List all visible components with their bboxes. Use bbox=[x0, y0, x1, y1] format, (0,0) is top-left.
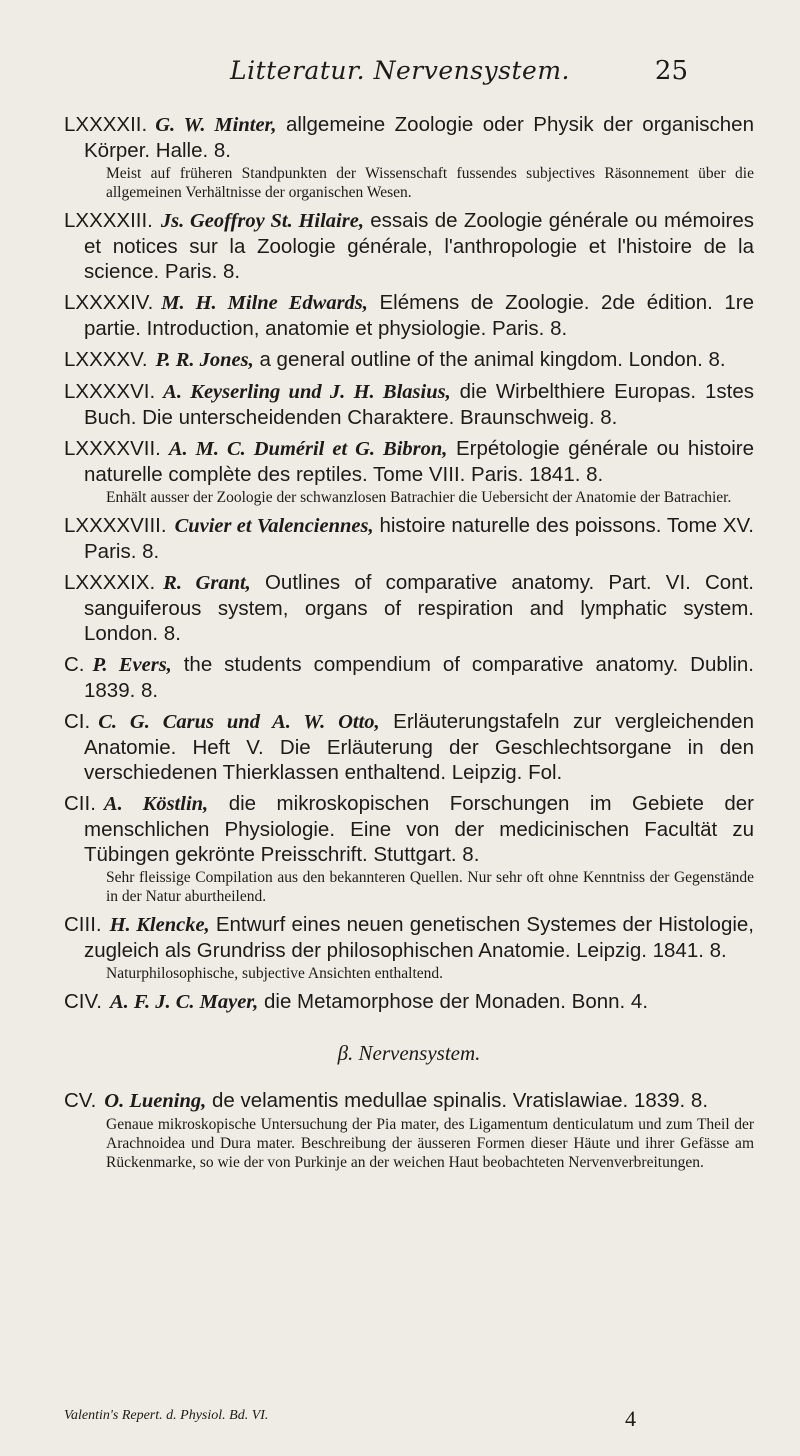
bibliography-entry bbox=[64, 347, 754, 373]
entry-author: H. Klencke, bbox=[109, 914, 210, 936]
entry-title: histoire naturelle des poissons. Tome XV. Paris. 8. bbox=[84, 514, 755, 563]
entry-author: A. Köstlin, bbox=[103, 793, 209, 815]
entry-number: LXXXXIV. bbox=[64, 291, 154, 314]
entry-number: LXXXXVIII. bbox=[64, 514, 167, 537]
entry-citation bbox=[64, 379, 754, 430]
bibliography-entry bbox=[64, 290, 754, 341]
entry-citation bbox=[64, 709, 754, 785]
section-heading: β. Nervensystem. bbox=[337, 1041, 481, 1065]
entry-number: LXXXXII. bbox=[64, 113, 148, 136]
entry-author: Js. Geoffroy St. Hilaire, bbox=[160, 210, 364, 232]
bibliography-entry bbox=[64, 112, 754, 202]
entry-citation bbox=[64, 436, 754, 487]
footer bbox=[64, 1406, 754, 1431]
entry-title: Entwurf eines neuen genetischen Systemes der Histologie, zugleich als Grundriss der philosophischen Anatomie. Leipzig. 1841. 8. bbox=[84, 913, 754, 962]
entry-annotation: Sehr fleissige Compilation aus den bekannteren Quellen. Nur sehr oft ohne Kenntniss der Gegenstände in der Natur aburtheilend. bbox=[106, 869, 754, 905]
bibliography-entry bbox=[64, 709, 754, 785]
page-number: 25 bbox=[654, 56, 688, 86]
entry-number: LXXXXIX. bbox=[64, 571, 156, 594]
bibliography-entry bbox=[64, 570, 754, 646]
entry-title: Erläuterungstafeln zur vergleichenden Anatomie. Heft V. Die Erläuterung der Geschlechtsorgane in den verschiedenen Thierklassen enthaltend. Leipzig. Fol. bbox=[84, 710, 754, 784]
bibliography-entry bbox=[64, 513, 754, 564]
entry-title: a general outline of the animal kingdom. London. 8. bbox=[259, 348, 726, 371]
bibliography-entry bbox=[64, 652, 754, 703]
entry-title: Outlines of comparative anatomy. Part. VI. Cont. sanguiferous system, organs of respiration and lymphatic system. London. 8. bbox=[84, 571, 754, 645]
entry-number: LXXXXVII. bbox=[64, 437, 161, 460]
entry-number: LXXXXV. bbox=[64, 348, 148, 371]
entry-citation bbox=[64, 912, 754, 963]
bibliography-entry bbox=[64, 791, 754, 906]
entry-annotation: Genaue mikroskopische Untersuchung der Pia mater, des Ligamentum denticulatum und zum Theil der Arachnoidea und Dura mater. Beschreibung der äusseren Formen dieser Häute und ihrer Gefässe am Rückenmarke, so wie der von Purkinje an der weichen Haut beobachteten Nervenverbreitungen. bbox=[106, 1116, 754, 1171]
entry-author: A. Keyserling und J. H. Blasius, bbox=[163, 381, 451, 403]
entry-list-nervous bbox=[64, 1088, 754, 1172]
entry-number: CIV. bbox=[64, 990, 102, 1013]
entry-author: Cuvier et Valenciennes, bbox=[174, 515, 374, 537]
entry-author: R. Grant, bbox=[163, 572, 251, 594]
entry-citation bbox=[64, 1088, 754, 1114]
entry-citation bbox=[64, 652, 754, 703]
entry-citation bbox=[64, 208, 754, 284]
entry-title: die Wirbelthiere Europas. 1stes Buch. Die unterscheidenden Charaktere. Braunschweig. 8. bbox=[84, 380, 754, 429]
entry-citation bbox=[64, 347, 754, 373]
entry-list-general bbox=[64, 112, 754, 1015]
entry-title: Erpétologie générale ou histoire naturelle complète des reptiles. Tome VIII. Paris. 1841. 8. bbox=[84, 437, 755, 486]
entry-title: die mikroskopischen Forschungen im Gebiete der menschlichen Physiologie. Eine von der medicinischen Facultät zu Tübingen gekrönte Preisschrift. Stuttgart. 8. bbox=[84, 792, 754, 866]
entry-author: M. H. Milne Edwards, bbox=[161, 292, 368, 314]
entry-author: P. Evers, bbox=[92, 654, 172, 676]
entry-title: allgemeine Zoologie oder Physik der organischen Körper. Halle. 8. bbox=[84, 113, 754, 162]
entry-author: A. F. J. C. Mayer, bbox=[110, 991, 259, 1013]
entry-number: CII. bbox=[64, 792, 96, 815]
bibliography-entry bbox=[64, 208, 754, 284]
entry-title: de velamentis medullae spinalis. Vratislawiae. 1839. 8. bbox=[211, 1089, 709, 1112]
footer-source: Valentin's Repert. d. Physiol. Bd. VI. bbox=[64, 1408, 269, 1423]
entry-number: CV. bbox=[64, 1089, 97, 1112]
entry-author: G. W. Minter, bbox=[155, 114, 277, 136]
entry-title: essais de Zoologie générale ou mémoires et notices sur la Zoologie générale, l'anthropologie et l'histoire de la science. Paris. 8. bbox=[84, 209, 754, 283]
entry-number: CIII. bbox=[64, 913, 102, 936]
entry-citation bbox=[64, 112, 754, 163]
bibliography-entry bbox=[64, 436, 754, 507]
bibliography-entry bbox=[64, 1088, 754, 1172]
bibliography-entry bbox=[64, 912, 754, 983]
signature-mark: 4 bbox=[625, 1406, 636, 1431]
running-title: Litteratur. Nervensystem. bbox=[229, 56, 570, 85]
entry-citation bbox=[64, 791, 754, 867]
entry-annotation: Meist auf früheren Standpunkten der Wissenschaft fussendes subjectives Räsonnement über die allgemeinen Verhältnisse der organischen Wesen. bbox=[106, 165, 754, 201]
entry-annotation: Enhält ausser der Zoologie der schwanzlosen Batrachier die Uebersicht der Anatomie der Batrachier. bbox=[106, 489, 732, 506]
entry-citation bbox=[64, 290, 754, 341]
bibliography-entry bbox=[64, 989, 754, 1015]
entry-title: die Metamorphose der Monaden. Bonn. 4. bbox=[263, 990, 649, 1013]
bibliography-entry bbox=[64, 379, 754, 430]
entry-author: A. M. C. Duméril et G. Bibron, bbox=[168, 438, 448, 460]
entry-author: C. G. Carus und A. W. Otto, bbox=[98, 711, 380, 733]
entry-author: P. R. Jones, bbox=[155, 349, 254, 371]
entry-citation bbox=[64, 513, 754, 564]
entry-title: Elémens de Zoologie. 2de édition. 1re partie. Introduction, anatomie et physiologie. Paris. 8. bbox=[84, 291, 754, 340]
entry-number: LXXXXVI. bbox=[64, 380, 156, 403]
bibliography bbox=[64, 112, 754, 1178]
entry-number: LXXXXIII. bbox=[64, 209, 153, 232]
entry-citation bbox=[64, 570, 754, 646]
entry-citation bbox=[64, 989, 754, 1015]
running-header bbox=[0, 56, 800, 96]
entry-title: the students compendium of comparative anatomy. Dublin. 1839. 8. bbox=[84, 653, 754, 702]
entry-number: CI. bbox=[64, 710, 91, 733]
entry-number: C. bbox=[64, 653, 85, 676]
entry-annotation: Naturphilosophische, subjective Ansichten enthaltend. bbox=[106, 965, 444, 982]
entry-author: O. Luening, bbox=[104, 1090, 207, 1112]
